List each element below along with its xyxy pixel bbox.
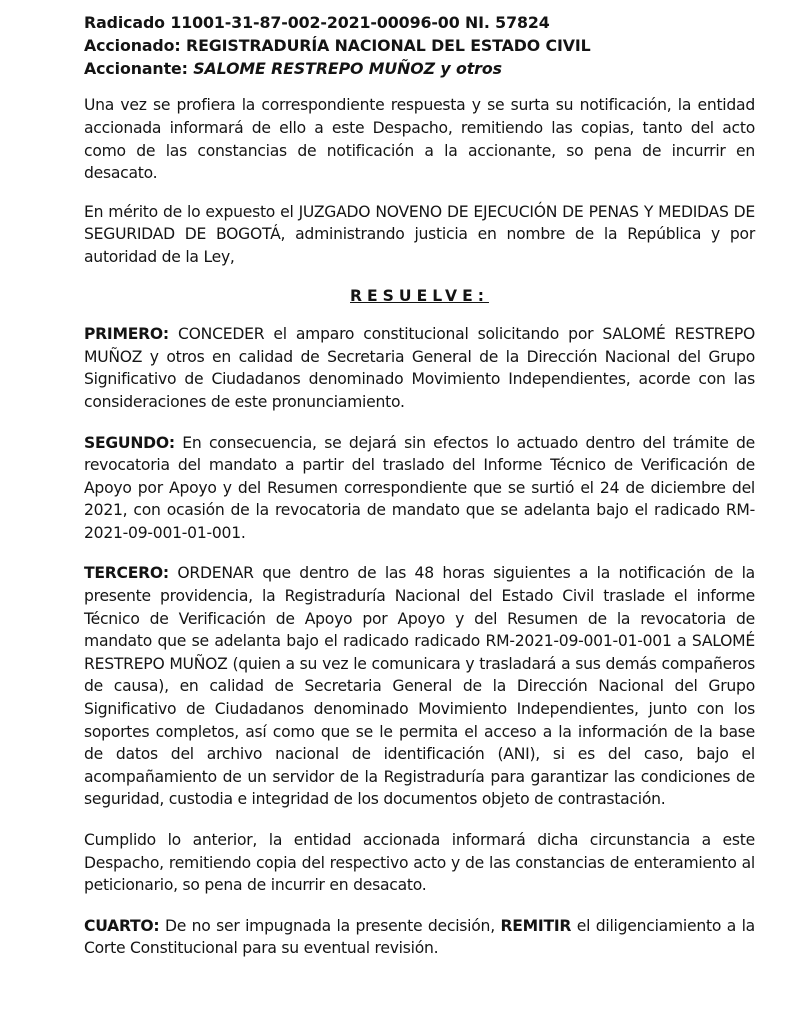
radicado-line: [84, 12, 755, 35]
accionado-value: REGISTRADURÍA NACIONAL DEL ESTADO CIVIL: [186, 35, 591, 55]
accionado-label: Accionado:: [84, 35, 181, 55]
segundo-label: SEGUNDO:: [84, 433, 175, 452]
merit-paragraph: En mérito de lo expuesto el JUZGADO NOVENO DE EJECUCIÓN DE PENAS Y MEDIDAS DE SEGURIDAD DE BOGOTÁ, administrando justicia en nombre de la República y por autoridad de la Ley,: [84, 202, 755, 266]
cuarto-text-before: De no ser impugnada la presente decisión,: [164, 916, 495, 935]
radicado-value: 11001-31-87-002-2021-00096-00 NI. 57824: [170, 13, 550, 32]
intro-paragraph: Una vez se profiera la correspondiente respuesta y se surta su notificación, la entidad accionada informará de ello a este Despacho, remitiendo las copias, tanto del acto como de las constancias de notificación a la accionante, so pena de incurrir en desacato.: [84, 96, 755, 183]
accionante-value: SALOME RESTREPO MUÑOZ: [193, 58, 435, 78]
segundo-text: En consecuencia, se dejará sin efectos lo actuado dentro del trámite de revocatoria del mandato a partir del traslado del Informe Técnico de Verificación de Apoyo por Apoyo y del Resumen correspondiente que se surtió el 24 de diciembre del 2021, con ocasión de la revocatoria de mandato que se adelanta bajo el radicado RM-2021-09-001-01-001.: [84, 433, 755, 542]
accionante-label: Accionante:: [84, 58, 188, 78]
case-header: [84, 12, 755, 80]
cuarto-label: CUARTO:: [84, 916, 160, 935]
primero-paragraph: [84, 323, 755, 413]
accionado-line: [84, 35, 755, 58]
cuarto-paragraph: [84, 915, 755, 960]
primero-label: PRIMERO:: [84, 325, 169, 344]
cumplido-paragraph: Cumplido lo anterior, la entidad accionada informará dicha circunstancia a este Despacho, remitiendo copia del respectivo acto y de las constancias de enteramiento al peticionario, so pena de incurrir en desacato.: [84, 831, 755, 895]
tercero-text: ORDENAR que dentro de las 48 horas siguientes a la notificación de la presente providencia, la Registraduría Nacional del Estado Civil traslade el informe Técnico de Verificación de Apoyo por Apoyo y del Resumen de la revocatoria de mandato que se adelanta bajo el radicado radicado RM-2021-09-001-01-001 a SALOMÉ RESTREPO MUÑOZ (quien a su vez le comunicara y trasladará a sus demás compañeros de causa), en calidad de Secretaria General de la Dirección Nacional del Grupo Significativo de Ciudadanos denominado Movimiento Independientes, junto con los soportes completos, así como que se le permita el acceso a la información de la base de datos del archivo nacional de identificación (ANI), si es del caso, bajo el acompañamiento de un servidor de la Registraduría para garantizar las condiciones de seguridad, custodia e integridad de los documentos objeto de contrastación.: [84, 564, 755, 809]
cuarto-remitir: REMITIR: [500, 916, 572, 935]
tercero-label: TERCERO:: [84, 564, 169, 583]
accionante-line: [84, 58, 755, 81]
resuelve-heading: RESUELVE:: [350, 286, 489, 305]
tercero-paragraph: [84, 562, 755, 811]
cuarto-text-after: el diligenciamiento a la Corte Constitucional para su eventual revisión.: [84, 916, 755, 958]
primero-text: CONCEDER el amparo constitucional solicitando por SALOMÉ RESTREPO MUÑOZ y otros en calidad de Secretaria General de la Dirección Nacional del Grupo Significativo de Ciudadanos denominado Movimiento Independientes, acorde con las consideraciones de este pronunciamiento.: [84, 325, 755, 411]
radicado-label: Radicado: [84, 13, 165, 32]
accionante-suffix: y otros: [440, 58, 502, 78]
segundo-paragraph: [84, 432, 755, 545]
